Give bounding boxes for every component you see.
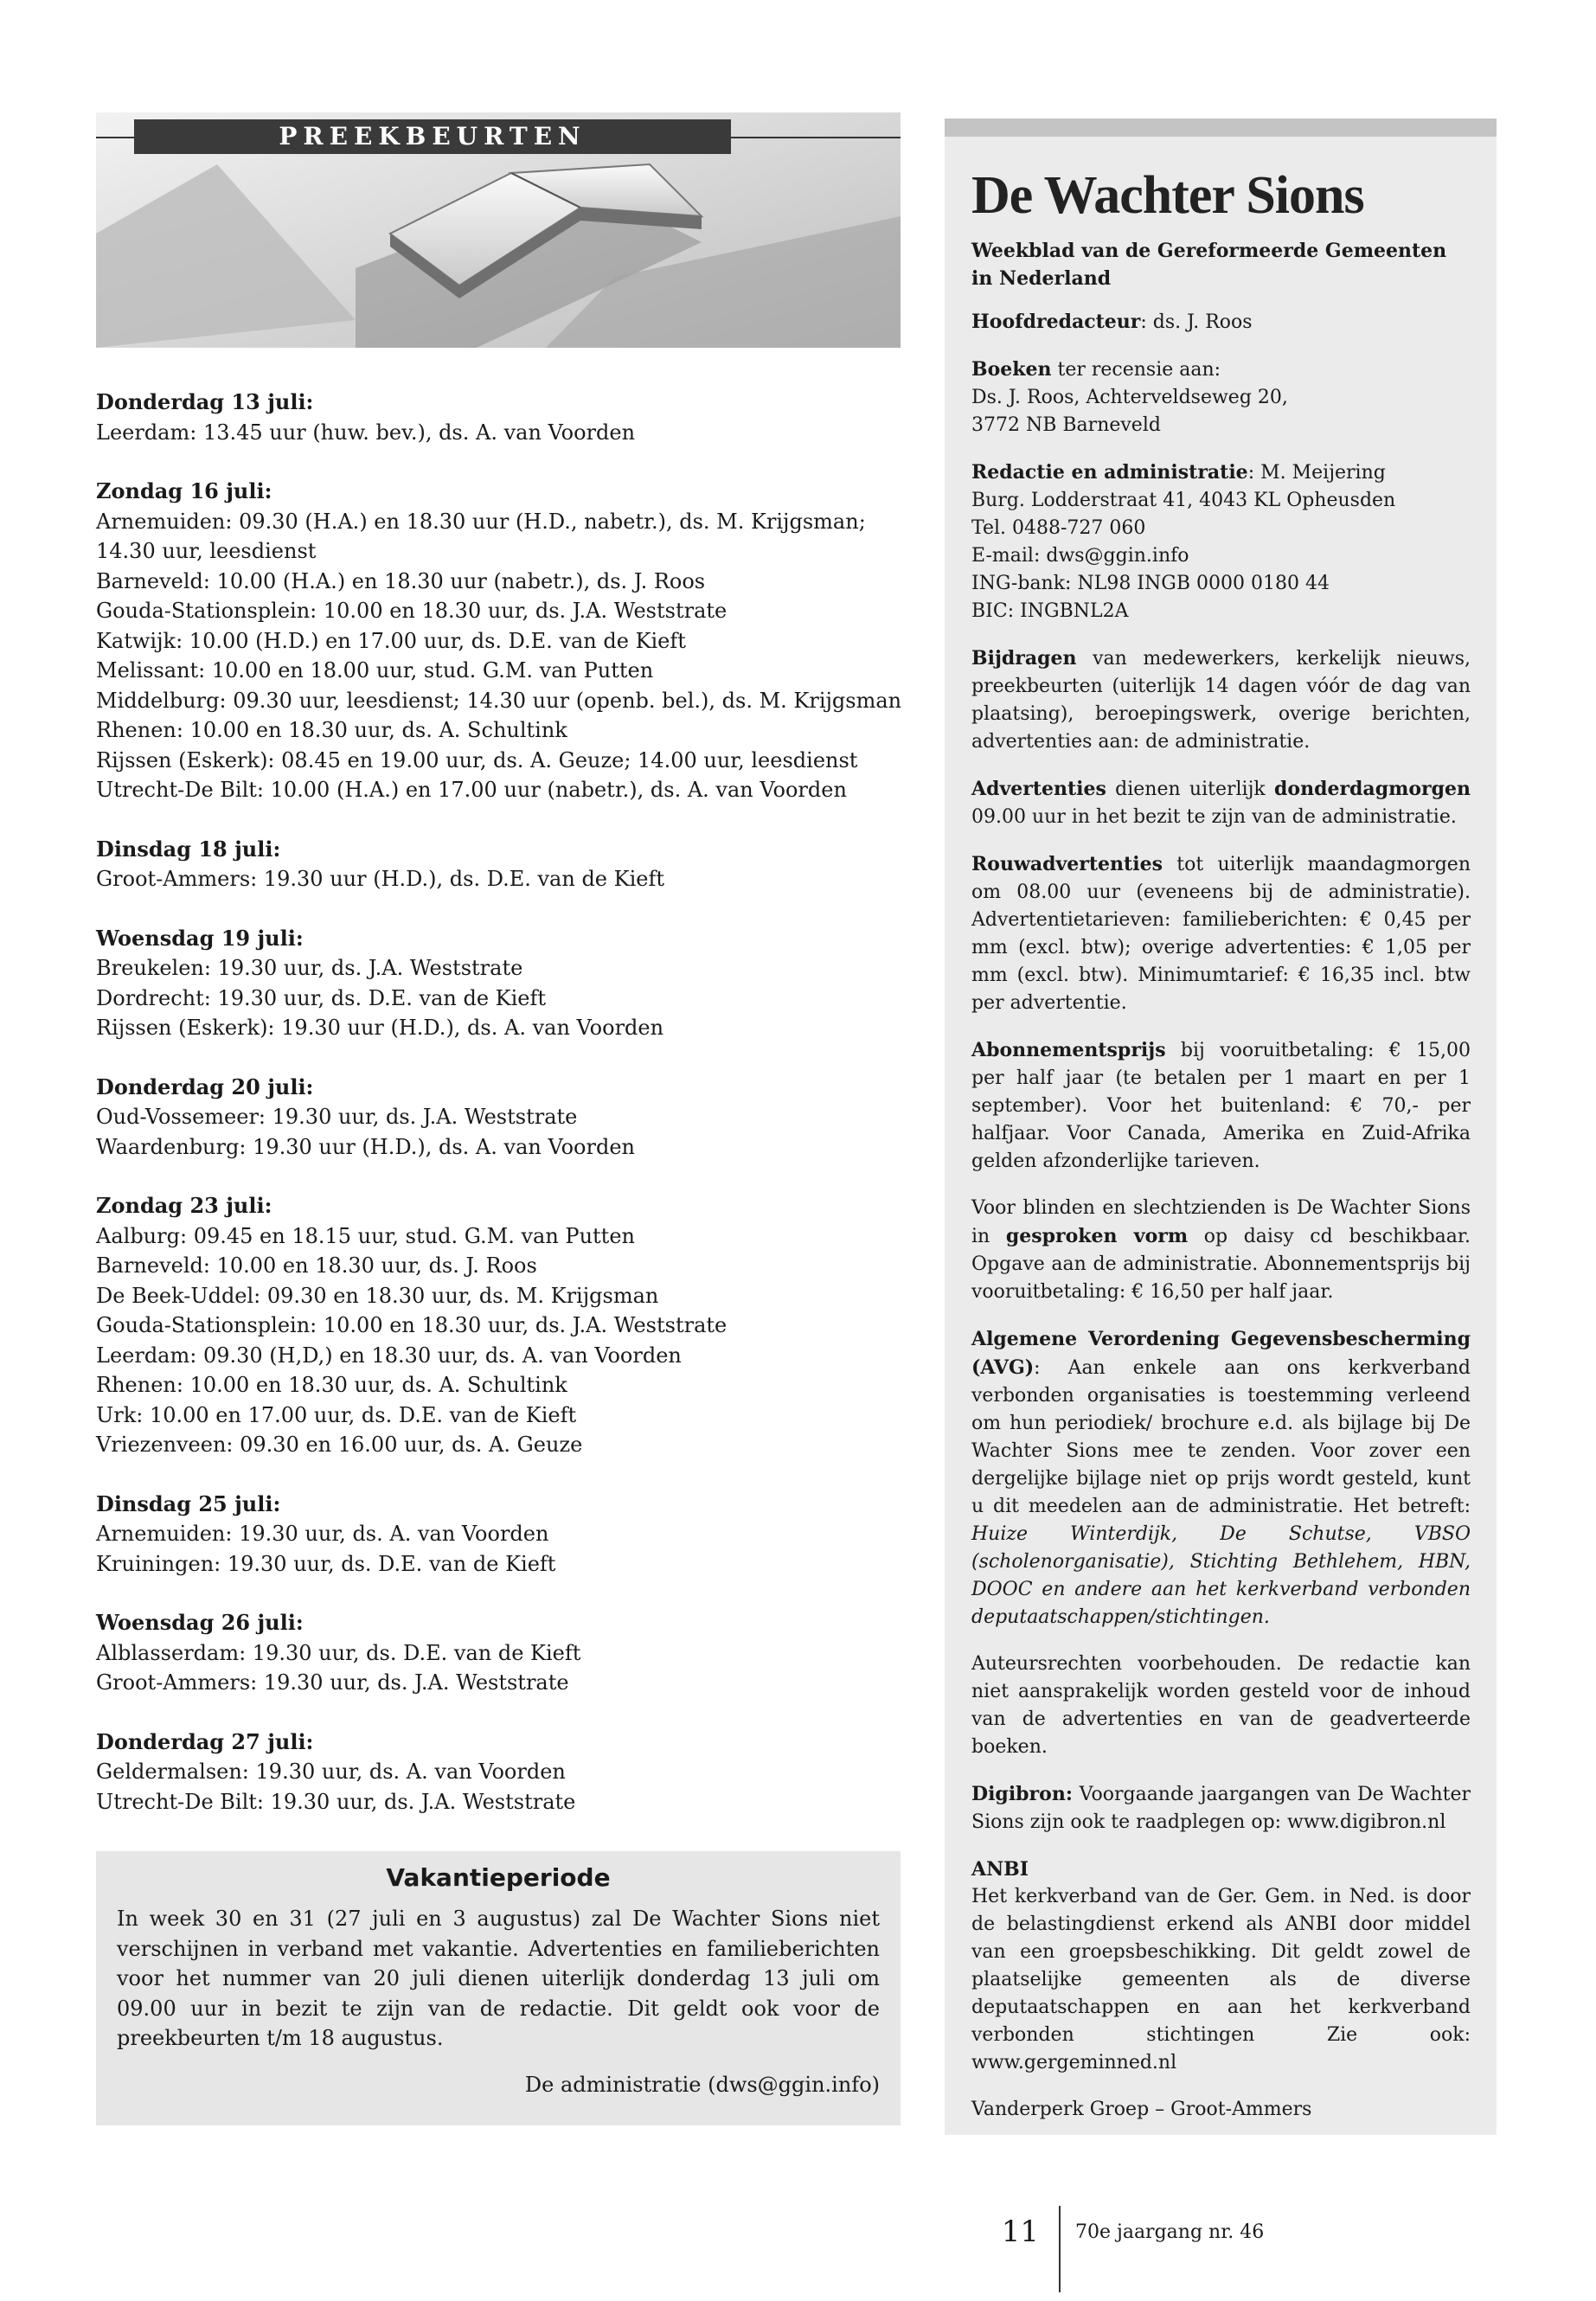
schedule-entry: Utrecht-De Bilt: 10.00 (H.A.) en 17.00 uur (nabetr.), ds. A. van Voorden xyxy=(96,778,847,802)
schedule-entry: Kruiningen: 19.30 uur, ds. D.E. van de Kieft xyxy=(96,1551,556,1576)
footer-divider xyxy=(1059,2206,1061,2292)
schedule-day xyxy=(96,835,901,894)
schedule-entry: Dordrecht: 19.30 uur, ds. D.E. van de Kieft xyxy=(96,985,547,1010)
schedule-entry: De Beek-Uddel: 09.30 en 18.30 uur, ds. M. Krijgsman xyxy=(96,1283,659,1308)
schedule-day-heading: Donderdag 13 juli: xyxy=(96,389,314,414)
schedule-day-heading: Donderdag 20 juli: xyxy=(96,1074,314,1099)
schedule-entry: Melissant: 10.00 en 18.00 uur, stud. G.M. van Putten xyxy=(96,658,654,683)
schedule-entry: Vriezenveen: 09.30 en 16.00 uur, ds. A. Geuze xyxy=(96,1433,583,1457)
preekbeurten-header-image xyxy=(96,112,901,348)
masthead-subtitle: Weekblad van de Gereformeerde Gemeenten in Nederland xyxy=(971,240,1447,290)
hoofdredacteur: Hoofdredacteur: ds. J. Roos xyxy=(971,311,1253,333)
schedule-day xyxy=(96,388,901,447)
schedule-entry: Utrecht-De Bilt: 19.30 uur, ds. J.A. Weststrate xyxy=(96,1789,576,1814)
vakantie-signature: De administratie (dws@ggin.info) xyxy=(524,2072,880,2097)
preekbeurten-list xyxy=(96,388,901,1817)
schedule-day xyxy=(96,1727,901,1817)
schedule-day xyxy=(96,477,901,805)
page-footer xyxy=(0,2206,1596,2292)
vakantie-title: Vakantieperiode xyxy=(386,1863,611,1892)
schedule-entry: Katwijk: 10.00 (H.D.) en 17.00 uur, ds. D.E. van de Kieft xyxy=(96,628,686,653)
schedule-day xyxy=(96,1490,901,1580)
schedule-day-heading: Dinsdag 18 juli: xyxy=(96,836,281,862)
schedule-entry: Leerdam: 13.45 uur (huw. bev.), ds. A. van Voorden xyxy=(96,420,636,445)
anbi: ANBI Het kerkverband van de Ger. Gem. in Ned. is door de belastingdienst erkend als ANBI door middel van een groepsbeschikking. Dit geldt zowel de plaatselijke gemeenten als de diverse deputaatschappen en aan het kerkverband verbonden stichtingen Zie ook: www.gergeminned.nl xyxy=(971,1858,1471,2073)
schedule-entry: Aalburg: 09.45 en 18.15 uur, stud. G.M. van Putten xyxy=(96,1223,635,1248)
vakantie-body: In week 30 en 31 (27 juli en 3 augustus) zal De Wachter Sions niet verschijnen in verband met vakantie. Advertenties en familieberichten voor het nummer van 20 juli dienen uiterlijk donderdag 13 juli om 09.00 uur in bezit te zijn van de redactie. Dit geldt ook voor de preekbeurten t/m 18 augustus. xyxy=(117,1907,880,2050)
schedule-entry: Gouda-Stationsplein: 10.00 en 18.30 uur, ds. J.A. Weststrate xyxy=(96,599,727,623)
schedule-entry: Geldermalsen: 19.30 uur, ds. A. van Voorden xyxy=(96,1759,566,1784)
printer: Vanderperk Groep – Groot-Ammers xyxy=(971,2099,1312,2120)
section-title: PREEKBEURTEN xyxy=(134,119,731,154)
schedule-entry: Oud-Vossemeer: 19.30 uur, ds. J.A. Weststrate xyxy=(96,1105,578,1129)
schedule-entry: Arnemuiden: 19.30 uur, ds. A. van Voorden xyxy=(96,1522,549,1546)
abonnementsprijs: Abonnementsprijs bij vooruitbetaling: € 15,00 per half jaar (te betalen per 1 maart en per 1 september). Voor het buitenland: € 70,- per halfjaar. Voor Canada, Amerika en Zuid-Afrika gelden afzonderlijke tarieven. xyxy=(971,1039,1471,1172)
schedule-day-heading: Donderdag 27 juli: xyxy=(96,1728,314,1754)
schedule-day xyxy=(96,1073,901,1163)
digibron: Digibron: Voorgaande jaargangen van De Wachter Sions zijn ook te raadplegen op: www.digibron.nl xyxy=(971,1783,1471,1833)
schedule-entry: Barneveld: 10.00 en 18.30 uur, ds. J. Roos xyxy=(96,1253,537,1278)
schedule-entry: 14.30 uur, leesdienst xyxy=(96,539,317,563)
schedule-day-heading: Woensdag 26 juli: xyxy=(96,1610,304,1635)
schedule-entry: Rhenen: 10.00 en 18.30 uur, ds. A. Schultink xyxy=(96,718,567,742)
schedule-day xyxy=(96,924,901,1043)
page-number: 11 xyxy=(1001,2214,1039,2249)
schedule-entry: Rijssen (Eskerk): 19.30 uur (H.D.), ds. A. van Voorden xyxy=(96,1016,664,1040)
schedule-entry: Groot-Ammers: 19.30 uur (H.D.), ds. D.E. van de Kieft xyxy=(96,867,664,891)
gesproken-vorm: Voor blinden en slechtzienden is De Wachter Sions in gesproken vorm op daisy cd beschikbaar. Opgave aan de administratie. Abonnementsprijs bij vooruitbetaling: € 16,50 per half jaar. xyxy=(971,1197,1471,1303)
schedule-day-heading: Dinsdag 25 juli: xyxy=(96,1490,281,1516)
schedule-day xyxy=(96,1191,901,1460)
rouwadvertenties: Rouwadvertenties tot uiterlijk maandagmorgen om 08.00 uur (eveneens bij de administratie). Advertentietarieven: familieberichten: € 0,45 per mm (excl. btw); overige advertenties: € 1,05 per mm (excl. btw). Minimumtarief: € 16,35 incl. btw per advertentie. xyxy=(971,853,1471,1014)
schedule-entry: Rhenen: 10.00 en 18.30 uur, ds. A. Schultink xyxy=(96,1373,567,1397)
schedule-day-heading: Woensdag 19 juli: xyxy=(96,925,304,951)
avg-notice: Algemene Verordening Gegevensbescherming (AVG): Aan enkele aan ons kerkverband verbonden organisaties is toestemming verleend om hun periodiek/ brochure e.d. als bijlage bij De Wachter Sions mee te zenden. Voor zover een dergelijke bijlage niet op prijs wordt gesteld, kunt u dit meedelen aan de administratie. Het betreft: Huize Winterdijk, De Schutse, VBSO (scholenorganisatie), Stichting Bethlehem, HBN, DOOC en andere aan het kerkverband verbonden deputaatschappen/stichtingen. xyxy=(971,1328,1471,1628)
schedule-entry: Barneveld: 10.00 (H.A.) en 18.30 uur (nabetr.), ds. J. Roos xyxy=(96,568,706,593)
advertenties: Advertenties dienen uiterlijk donderdagmorgen 09.00 uur in het bezit te zijn van de administratie. xyxy=(971,778,1471,828)
schedule-entry: Middelburg: 09.30 uur, leesdienst; 14.30 uur (openb. bel.), ds. M. Krijgsman xyxy=(96,688,902,713)
schedule-day-heading: Zondag 23 juli: xyxy=(96,1193,272,1218)
issue-info: 70e jaargang nr. 46 xyxy=(1075,2221,1265,2243)
boeken-address: Boeken ter recensie aan: Ds. J. Roos, Achterveldseweg 20, 3772 NB Barneveld xyxy=(971,358,1288,436)
schedule-entry: Waardenburg: 19.30 uur (H.D.), ds. A. van Voorden xyxy=(96,1134,635,1159)
schedule-day-heading: Zondag 16 juli: xyxy=(96,478,272,503)
bijdragen: Bijdragen van medewerkers, kerkelijk nieuws, preekbeurten (uiterlijk 14 dagen vóór de dag van plaatsing), beroepingswerk, overige berichten, advertenties aan: de administratie. xyxy=(971,647,1471,753)
schedule-entry: Alblasserdam: 19.30 uur, ds. D.E. van de Kieft xyxy=(96,1640,581,1665)
schedule-entry: Urk: 10.00 en 17.00 uur, ds. D.E. van de Kieft xyxy=(96,1402,577,1427)
auteursrechten: Auteursrechten voorbehouden. De redactie kan niet aansprakelijk worden gesteld voor de inhoud van de advertenties en van de geadverteerde boeken. xyxy=(971,1653,1471,1758)
schedule-entry: Rijssen (Eskerk): 08.45 en 19.00 uur, ds. A. Geuze; 14.00 uur, leesdienst xyxy=(96,747,858,772)
schedule-entry: Groot-Ammers: 19.30 uur, ds. J.A. Weststrate xyxy=(96,1670,569,1695)
schedule-day xyxy=(96,1608,901,1698)
colophon-column xyxy=(945,119,1497,2135)
preekbeurten-column xyxy=(96,112,901,1846)
schedule-entry: Gouda-Stationsplein: 10.00 en 18.30 uur, ds. J.A. Weststrate xyxy=(96,1313,727,1337)
masthead-title: De Wachter Sions xyxy=(971,166,1364,225)
vakantie-notice xyxy=(96,1851,901,2125)
schedule-entry: Breukelen: 19.30 uur, ds. J.A. Weststrate xyxy=(96,956,523,980)
schedule-entry: Arnemuiden: 09.30 (H.A.) en 18.30 uur (H.D., nabetr.), ds. M. Krijgsman; xyxy=(96,509,866,534)
redactie-address: Redactie en administratie: M. Meijering Burg. Lodderstraat 41, 4043 KL Opheusden Tel. 0488-727 060 E-mail: dws@ggin.info ING-bank: NL98 INGB 0000 0180 44 BIC: INGBNL2A xyxy=(971,461,1396,622)
schedule-entry: Leerdam: 09.30 (H,D,) en 18.30 uur, ds. A. van Voorden xyxy=(96,1343,682,1368)
